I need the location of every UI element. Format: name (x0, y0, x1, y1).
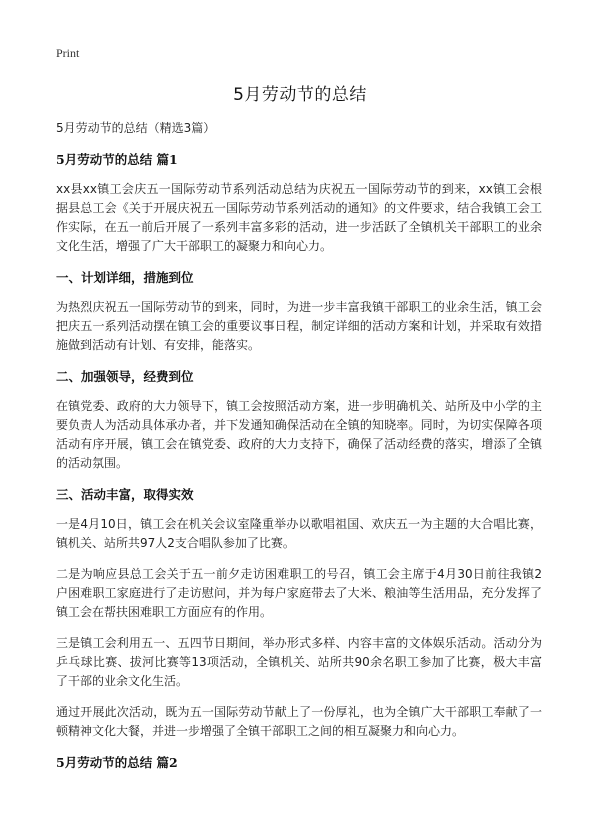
subsection-heading-plan: 一、计划详细，措施到位 (56, 270, 194, 285)
print-link[interactable]: Print (56, 46, 80, 60)
section-heading-1: 5月劳动节的总结 篇1 (56, 152, 178, 167)
activity-paragraph-2: 二是为响应县总工会关于五一前夕走访困难职工的号召，镇工会主席于4月30日前往我镇2户困难职工家庭进行了走访慰问，并为每户家庭带去了大米、粮油等生活用品，充分发挥了镇工会在帮扶困难职工方面应有的作用。 (56, 567, 542, 619)
activity-conclusion-paragraph: 通过开展此次活动，既为五一国际劳动节献上了一份厚礼，也为全镇广大干部职工奉献了一顿精神文化大餐，并进一步增强了全镇干部职工之间的相互凝聚力和向心力。 (56, 705, 542, 738)
subsection-heading-leadership: 二、加强领导，经费到位 (56, 369, 194, 384)
activity-paragraph-3: 三是镇工会利用五一、五四节日期间，举办形式多样、内容丰富的文体娱乐活动。活动分为乒乓球比赛、拔河比赛等13项活动，全镇机关、站所共90余名职工参加了比赛，极大丰富了干部的业余文化生活。 (56, 636, 542, 688)
section-1-intro: xx县xx镇工会庆五一国际劳动节系列活动总结为庆祝五一国际劳动节的到来，xx镇工会根据县总工会《关于开展庆祝五一国际劳动节系列活动的通知》的文件要求，结合我镇工会工作实际，在五一前后开展了一系列丰富多彩的活动，进一步活跃了全镇机关干部职工的业余文化生活，增强了广大干部职工的凝聚力和向心力。 (56, 182, 542, 253)
document-body (56, 118, 542, 783)
subsection-leadership-paragraph: 在镇党委、政府的大力领导下，镇工会按照活动方案，进一步明确机关、站所及中小学的主要负责人为活动具体承办者，并下发通知确保活动在全镇的知晓率。同时，为切实保障各项活动有序开展，镇工会在镇党委、政府的大力支持下，确保了活动经费的落实，增添了全镇的活动氛围。 (56, 399, 542, 470)
document-subtitle: 5月劳动节的总结（精选3篇） (56, 121, 216, 135)
activity-paragraph-1: 一是4月10日，镇工会在机关会议室隆重举办以歌唱祖国、欢庆五一为主题的大合唱比赛，镇机关、站所共97人2支合唱队参加了比赛。 (56, 517, 542, 550)
section-heading-2: 5月劳动节的总结 篇2 (56, 755, 178, 770)
subsection-heading-activities: 三、活动丰富，取得实效 (56, 487, 194, 502)
page-title: 5月劳动节的总结 (233, 85, 367, 105)
subsection-plan-paragraph: 为热烈庆祝五一国际劳动节的到来，同时，为进一步丰富我镇干部职工的业余生活，镇工会把庆五一系列活动摆在镇工会的重要议事日程，制定详细的活动方案和计划，并采取有效措施做到活动有计划、有安排，能落实。 (56, 300, 542, 352)
